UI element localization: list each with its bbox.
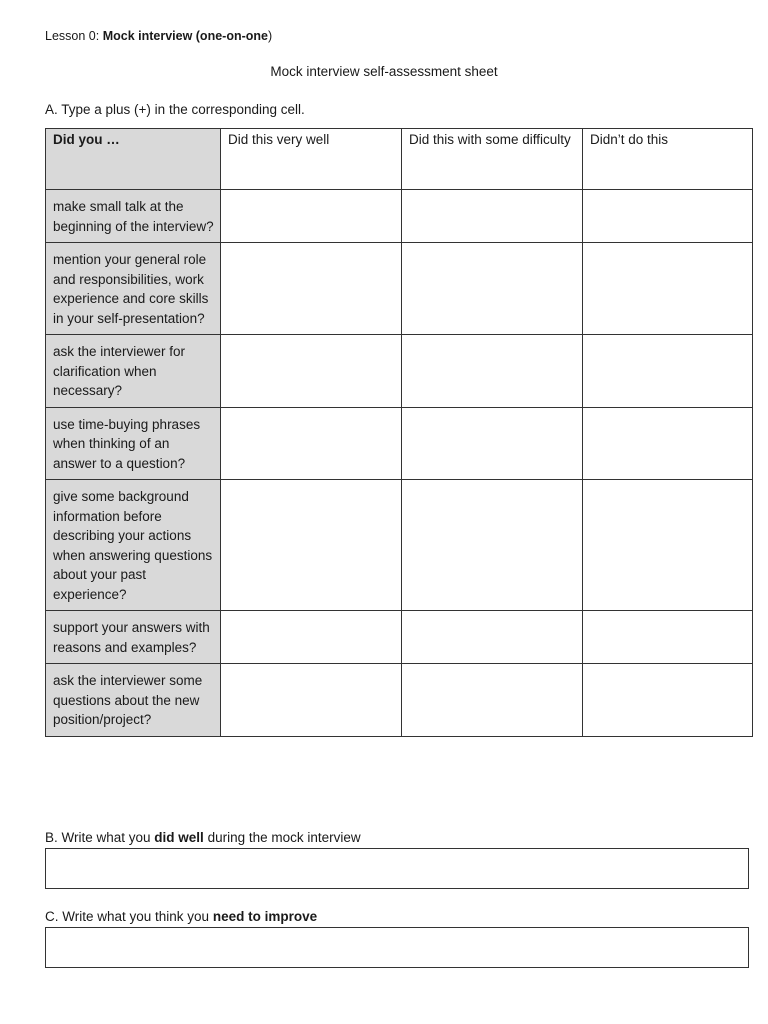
need-to-improve-answer-box[interactable] xyxy=(45,927,749,968)
cell-didnt-do[interactable] xyxy=(583,611,753,664)
cell-very-well[interactable] xyxy=(221,335,402,408)
sheet-title: Mock interview self-assessment sheet xyxy=(270,64,498,79)
question-cell: give some background information before describing your actions when answering questions about your past experience? xyxy=(46,480,221,611)
table-row xyxy=(46,243,753,335)
cell-with-difficulty[interactable] xyxy=(402,407,583,480)
cell-very-well[interactable] xyxy=(221,243,402,335)
header-did-very-well: Did this very well xyxy=(221,129,402,190)
cell-didnt-do[interactable] xyxy=(583,243,753,335)
question-cell: ask the interviewer for clarification when necessary? xyxy=(46,335,221,408)
lesson-suffix: ) xyxy=(267,29,273,43)
table-row xyxy=(46,611,753,664)
table-row xyxy=(46,407,753,480)
question-cell: mention your general role and responsibilities, work experience and core skills in your self-presentation? xyxy=(46,243,221,335)
self-assessment-table xyxy=(45,128,753,737)
section-b-prefix: B. Write what you xyxy=(45,830,155,845)
cell-very-well[interactable] xyxy=(221,664,402,737)
question-cell: ask the interviewer some questions about the new position/project? xyxy=(46,664,221,737)
cell-didnt-do[interactable] xyxy=(583,190,753,243)
question-cell: use time-buying phrases when thinking of an answer to a question? xyxy=(46,407,221,480)
header-didnt-do: Didn’t do this xyxy=(583,129,753,190)
cell-didnt-do[interactable] xyxy=(583,664,753,737)
table-row xyxy=(46,190,753,243)
table-header-row xyxy=(46,129,753,190)
section-c-prefix: C. Write what you think you xyxy=(45,909,213,924)
cell-with-difficulty[interactable] xyxy=(402,480,583,611)
cell-didnt-do[interactable] xyxy=(583,335,753,408)
section-b-emphasis: did well xyxy=(154,830,204,845)
lesson-prefix: Lesson 0: xyxy=(45,29,103,43)
header-did-with-difficulty: Did this with some difficulty xyxy=(402,129,583,190)
cell-with-difficulty[interactable] xyxy=(402,190,583,243)
cell-very-well[interactable] xyxy=(221,480,402,611)
question-cell: make small talk at the beginning of the interview? xyxy=(46,190,221,243)
lesson-header xyxy=(45,29,272,43)
cell-very-well[interactable] xyxy=(221,611,402,664)
cell-very-well[interactable] xyxy=(221,407,402,480)
table-row xyxy=(46,480,753,611)
section-c-label xyxy=(45,909,317,924)
section-b-label xyxy=(45,830,361,845)
lesson-title: Mock interview (one-on-one xyxy=(102,29,268,43)
cell-with-difficulty[interactable] xyxy=(402,664,583,737)
cell-with-difficulty[interactable] xyxy=(402,243,583,335)
cell-very-well[interactable] xyxy=(221,190,402,243)
section-c-emphasis: need to improve xyxy=(212,909,318,924)
header-did-you: Did you … xyxy=(46,129,221,190)
cell-didnt-do[interactable] xyxy=(583,407,753,480)
did-well-answer-box[interactable] xyxy=(45,848,749,889)
cell-with-difficulty[interactable] xyxy=(402,335,583,408)
section-a-instruction: A. Type a plus (+) in the corresponding cell. xyxy=(45,102,305,117)
question-cell: support your answers with reasons and examples? xyxy=(46,611,221,664)
cell-didnt-do[interactable] xyxy=(583,480,753,611)
table-row xyxy=(46,664,753,737)
table-row xyxy=(46,335,753,408)
cell-with-difficulty[interactable] xyxy=(402,611,583,664)
section-b-suffix: during the mock interview xyxy=(203,830,361,845)
